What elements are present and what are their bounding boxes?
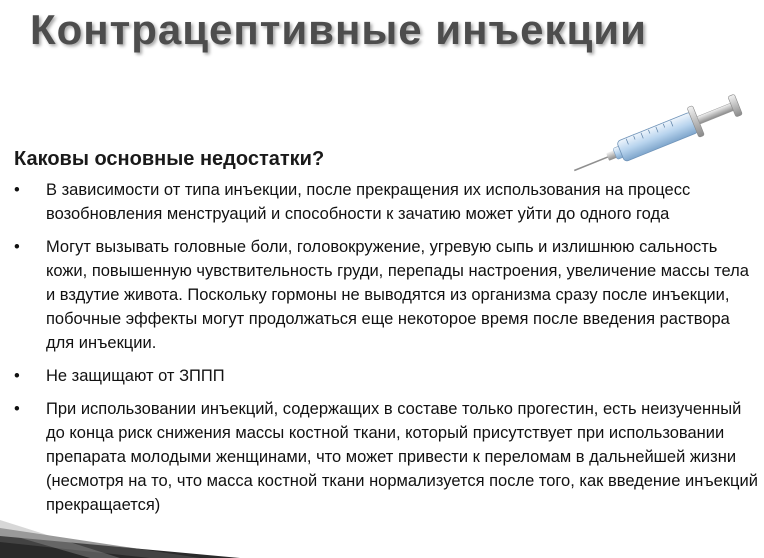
list-item bbox=[14, 364, 758, 388]
list-item-text: В зависимости от типа инъекции, после прекращения их использования на процесс возобновления менструаций и способности к зачатию может уйти до одного года bbox=[46, 181, 691, 223]
list-item bbox=[14, 397, 758, 517]
bullet-icon: • bbox=[14, 181, 20, 199]
list-item bbox=[14, 178, 758, 226]
section-heading: Каковы основные недостатки? bbox=[14, 148, 325, 170]
list-item bbox=[14, 235, 758, 355]
bullet-icon: • bbox=[14, 238, 20, 256]
list-item-text: Не защищают от ЗППП bbox=[46, 367, 225, 385]
corner-decoration bbox=[0, 518, 240, 558]
bullet-icon: • bbox=[14, 367, 20, 385]
syringe-icon bbox=[564, 92, 754, 172]
list-item-text: Могут вызывать головные боли, головокружение, угревую сыпь и излишнюю сальность кожи, повышенную чувствительность груди, перепады настроения, увеличение массы тела и вздутие живота. Поскольку гормоны не выводятся из организма сразу после инъекции, побочные эффекты могут продолжаться еще некоторое время после введения раствора для инъекции. bbox=[46, 238, 749, 352]
bullet-icon: • bbox=[14, 400, 20, 418]
slide-title: Контрацептивные инъекции bbox=[30, 6, 647, 53]
list-item-text: При использовании инъекций, содержащих в составе только прогестин, есть неизученный до конца риск снижения массы костной ткани, который присутствует при использовании препарата молодыми женщинами, что может привести к переломам в дальнейшей жизни (несмотря на то, что масса костной ткани нормализуется после того, как введение инъекций прекращается) bbox=[46, 400, 758, 514]
bullet-list bbox=[14, 178, 758, 526]
